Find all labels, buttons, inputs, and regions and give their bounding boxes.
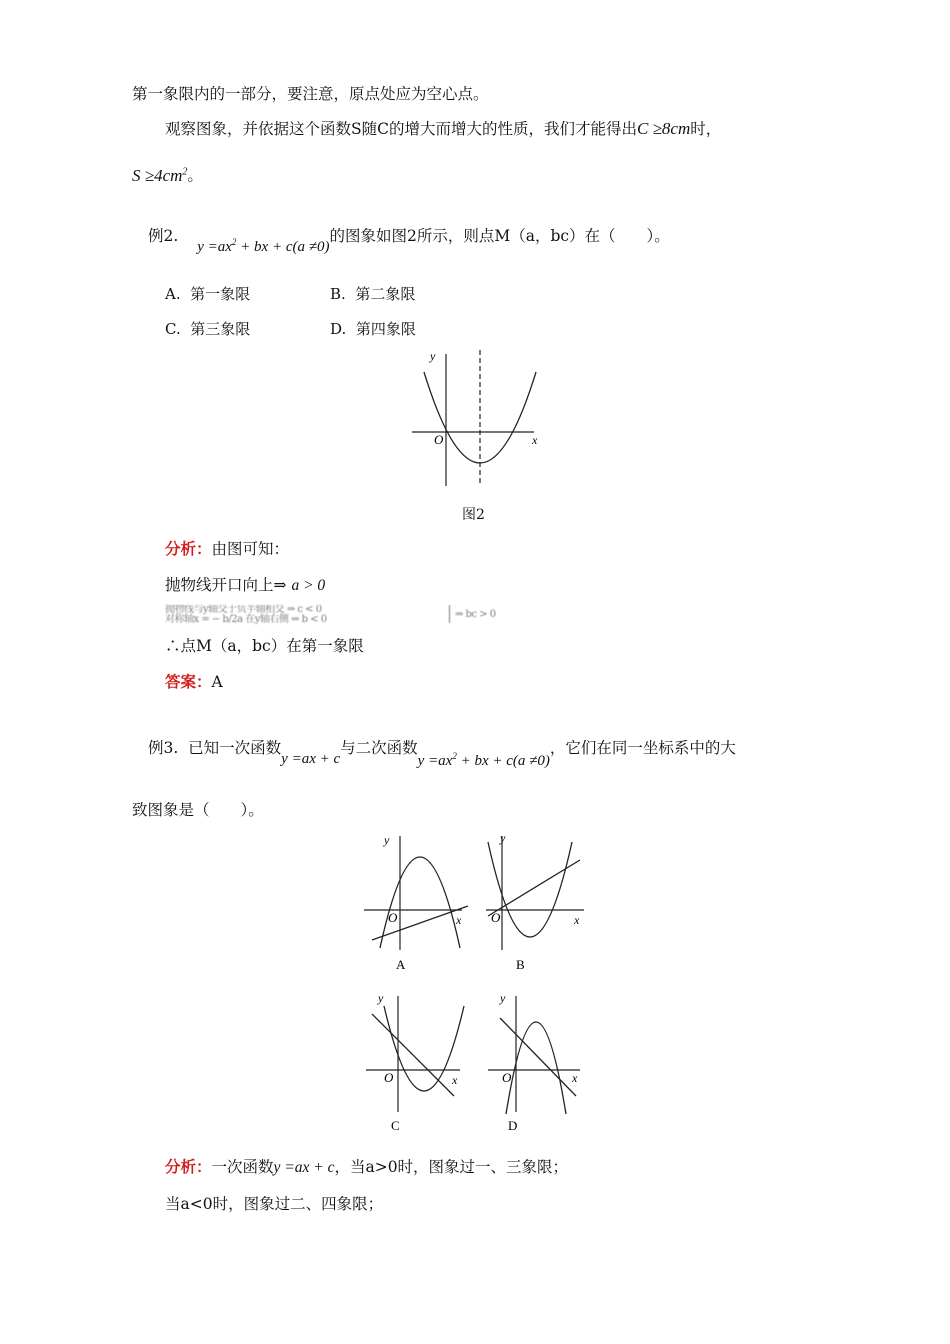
example3-formula-quadratic: $y =ax^2$ + bx + c(a ≠0) bbox=[417, 751, 550, 769]
intro-line-2 bbox=[165, 119, 721, 139]
example3-panel-a bbox=[362, 826, 474, 974]
example3-label: 例3. bbox=[148, 739, 179, 757]
intro-line-2-text: 观察图象，并依据这个函数S随C的增大而增大的性质，我们才能得出 bbox=[165, 120, 637, 138]
panel-b-caption: B bbox=[516, 957, 525, 972]
example3-text-a: 已知一次函数 bbox=[188, 739, 282, 757]
example3-analysis-label: 分析： bbox=[165, 1157, 212, 1176]
intro-line-1: 第一象限内的一部分，要注意，原点处应为空心点。 bbox=[132, 85, 489, 103]
svg-text:O: O bbox=[388, 910, 398, 925]
example3-question-line2: 致图象是（ ）。 bbox=[132, 801, 264, 819]
example2-question bbox=[148, 222, 670, 255]
option-a: A. 第一象限 bbox=[165, 285, 251, 303]
example2-answer-text: A bbox=[211, 673, 223, 691]
example2-question-text: 的图象如图2所示，则点M（a，bc）在（ ）。 bbox=[329, 227, 670, 245]
figure-2-caption: 图2 bbox=[462, 507, 485, 523]
option-b: B. 第二象限 bbox=[330, 285, 416, 303]
intro-line-3-math: $S \ge 4cm^2$ bbox=[132, 165, 188, 185]
example3-question-line1 bbox=[148, 734, 736, 769]
svg-text:y: y bbox=[500, 831, 506, 845]
example3-analysis bbox=[165, 1157, 568, 1178]
svg-text:x: x bbox=[452, 1073, 458, 1087]
svg-text:x: x bbox=[574, 913, 580, 927]
example2-blurry-derivation: 抛物线与y轴交于负半轴相交 ⇒ c < 0 对称轴x = − b/2a 在y轴右侧 ⇒ b < 0 ⇒ bc > 0 bbox=[165, 605, 496, 625]
panel-b-parabola bbox=[488, 842, 572, 937]
option-c: C. 第三象限 bbox=[165, 320, 251, 338]
svg-text:y: y bbox=[500, 991, 506, 1005]
example2-conclusion: ∴点M（a，bc）在第一象限 bbox=[165, 637, 364, 655]
intro-line-3 bbox=[132, 162, 203, 186]
example3-text-c: ，它们在同一坐标系中的大 bbox=[549, 739, 736, 757]
example2-formula: $y =ax^2$ + bx + c(a ≠0) bbox=[197, 237, 330, 255]
example2-step1: 抛物线开口向上⇒ a > 0 bbox=[165, 576, 326, 594]
example3-panel-d bbox=[484, 988, 596, 1136]
intro-line-3-suffix: 。 bbox=[187, 166, 203, 185]
svg-text:y: y bbox=[384, 833, 390, 847]
option-d: D. 第四象限 bbox=[330, 320, 416, 338]
panel-d-parabola bbox=[506, 1022, 566, 1114]
example2-answer bbox=[165, 672, 223, 692]
example2-analysis-label: 分析： bbox=[165, 539, 212, 558]
example3-panel-b bbox=[484, 826, 596, 974]
panel-a-parabola bbox=[380, 857, 460, 948]
example3-formula-linear: y =ax + c bbox=[281, 751, 341, 767]
example2-analysis-text: 由图可知： bbox=[211, 540, 290, 558]
example3-analysis-prefix: 一次函数 bbox=[211, 1158, 274, 1176]
example3-analysis-suffix: ，当a>0时，图象过一、三象限； bbox=[334, 1158, 569, 1176]
svg-text:x: x bbox=[456, 913, 462, 927]
svg-text:x: x bbox=[572, 1071, 578, 1085]
example3-panel-c bbox=[362, 988, 474, 1136]
example2-label: 例2. bbox=[148, 227, 179, 245]
svg-text:O: O bbox=[384, 1070, 394, 1085]
example3-text-b: 与二次函数 bbox=[340, 739, 418, 757]
intro-line-2-suffix: 时， bbox=[690, 120, 722, 138]
intro-line-2-math: C ≥8cm bbox=[636, 119, 691, 138]
svg-text:y: y bbox=[378, 991, 384, 1005]
svg-text:O: O bbox=[491, 910, 501, 925]
panel-d-caption: D bbox=[508, 1118, 518, 1133]
svg-text:O: O bbox=[502, 1070, 512, 1085]
example3-analysis-math: y =ax + c bbox=[273, 1159, 335, 1176]
example3-last-line: 当a<0时，图象过二、四象限； bbox=[165, 1195, 384, 1213]
fig2-x-label: x bbox=[532, 433, 538, 447]
figure-2-parabola-graph bbox=[410, 346, 550, 488]
panel-a-caption: A bbox=[396, 957, 406, 972]
fig2-origin-label: O bbox=[434, 432, 444, 447]
fig2-y-label: y bbox=[430, 349, 436, 363]
example2-answer-label: 答案： bbox=[165, 672, 212, 691]
panel-c-caption: C bbox=[391, 1118, 400, 1133]
example2-analysis bbox=[165, 539, 289, 559]
